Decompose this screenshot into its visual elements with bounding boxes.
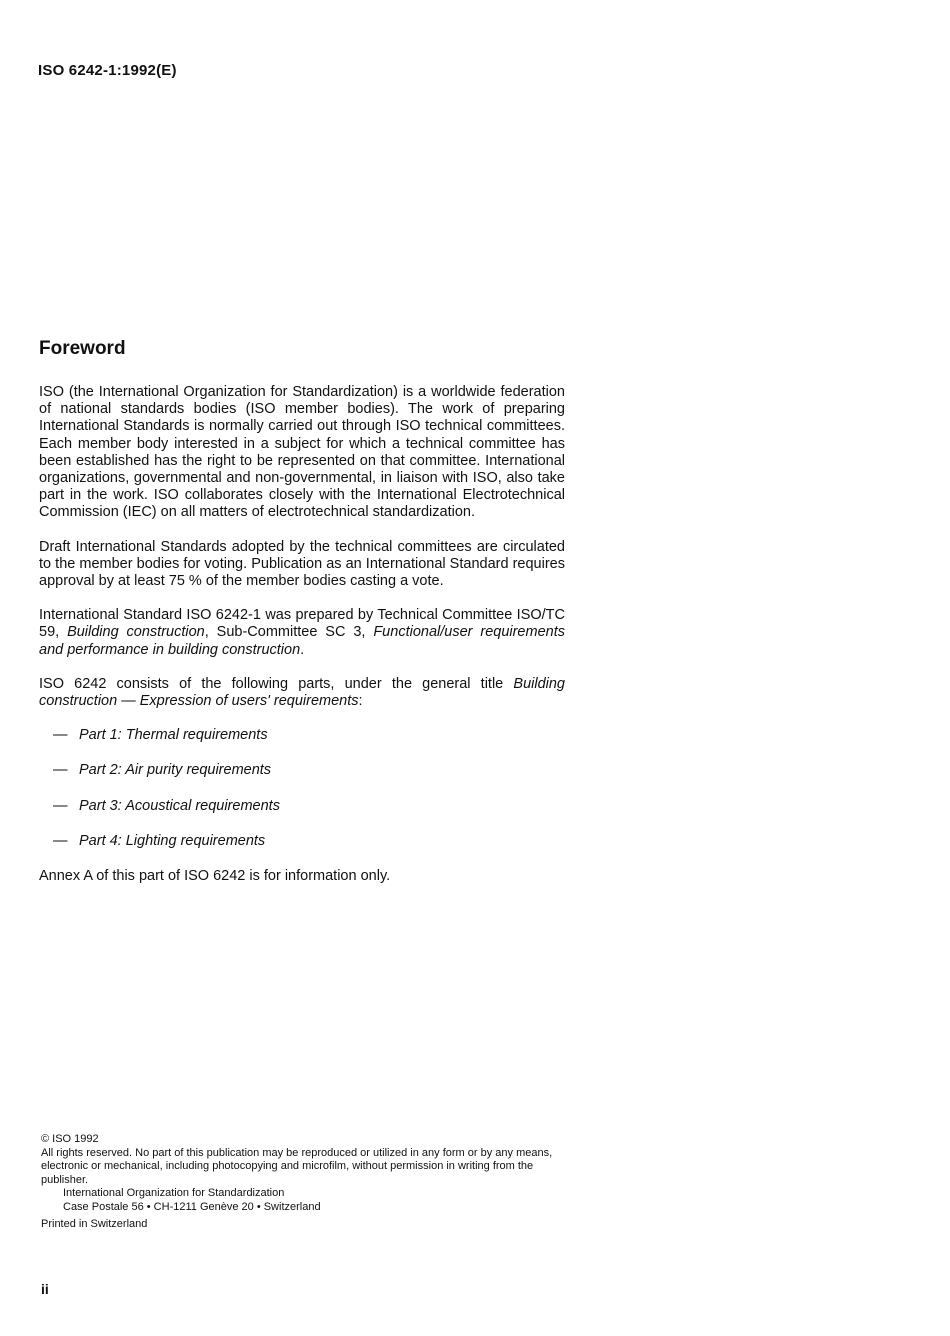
organization-address: Case Postale 56 • CH-1211 Genève 20 • Switzerland: [63, 1200, 321, 1213]
p4-text-c: :: [358, 693, 363, 710]
part-label: Part 1: Thermal requirements: [79, 727, 268, 744]
document-identifier: ISO 6242-1:1992(E): [38, 62, 177, 79]
part-label: Part 4: Lighting requirements: [79, 832, 266, 849]
printed-in: Printed in Switzerland: [41, 1218, 148, 1230]
list-item: [53, 798, 565, 815]
part-label: Part 2: Air purity requirements: [79, 762, 272, 779]
foreword-paragraph-3: [39, 607, 565, 659]
dash-bullet: —: [53, 832, 68, 849]
p3-text-c: , Sub-Committee SC 3,: [204, 624, 374, 641]
copyright-notice: [41, 1133, 569, 1232]
copyright-line: © ISO 1992: [41, 1133, 99, 1145]
p3-italic-committee: Building construction: [67, 624, 205, 641]
rights-statement: All rights reserved. No part of this publication may be reproduced or utilized in any form or by any means, electronic or mechanical, including photocopying and microfilm, without permission in writing from the publisher.: [41, 1146, 553, 1186]
p4-text-a: ISO 6242 consists of the following parts, under the general title: [39, 675, 514, 692]
page-number: ii: [41, 1281, 49, 1297]
foreword-paragraph-1: ISO (the International Organization for Standardization) is a worldwide federation of national standards bodies (ISO member bodies). The work of preparing International Standards is normally carried out through ISO technical committees. Each member body interested in a subject for which a technical committee has been established has the right to be represented on that committee. International organizations, governmental and non-governmental, in liaison with ISO, also take part in the work. ISO collaborates closely with the International Electrotechnical Commission (IEC) on all matters of electrotechnical standardization.: [39, 384, 565, 521]
p3-text-e: .: [300, 641, 305, 658]
foreword-paragraph-4: [39, 676, 565, 710]
dash-bullet: —: [53, 762, 68, 779]
organization-name: International Organization for Standardization: [63, 1187, 285, 1199]
list-item: [53, 833, 565, 850]
part-label: Part 3: Acoustical requirements: [79, 797, 280, 814]
foreword-paragraph-5: Annex A of this part of ISO 6242 is for information only.: [39, 868, 391, 885]
section-heading-foreword: Foreword: [39, 338, 126, 359]
parts-list: [39, 727, 565, 850]
dash-bullet: —: [53, 727, 68, 744]
list-item: [53, 727, 565, 744]
p3-text-a: International Standard ISO 6242-1 was prepared by Technical Committee ISO/TC 59,: [39, 607, 565, 641]
list-item: [53, 762, 565, 779]
dash-bullet: —: [53, 797, 68, 814]
foreword-paragraph-2: Draft International Standards adopted by the technical committees are circulated to the member bodies for voting. Publication as an International Standard requires approval by at least 75 % of the member bodies casting a vote.: [39, 538, 565, 590]
p3-italic-subcommittee: Functional/user requirements and performance in building construction: [39, 624, 565, 658]
p4-italic-title: Building construction — Expression of users' requirements: [39, 675, 565, 710]
foreword-body: [39, 384, 565, 902]
